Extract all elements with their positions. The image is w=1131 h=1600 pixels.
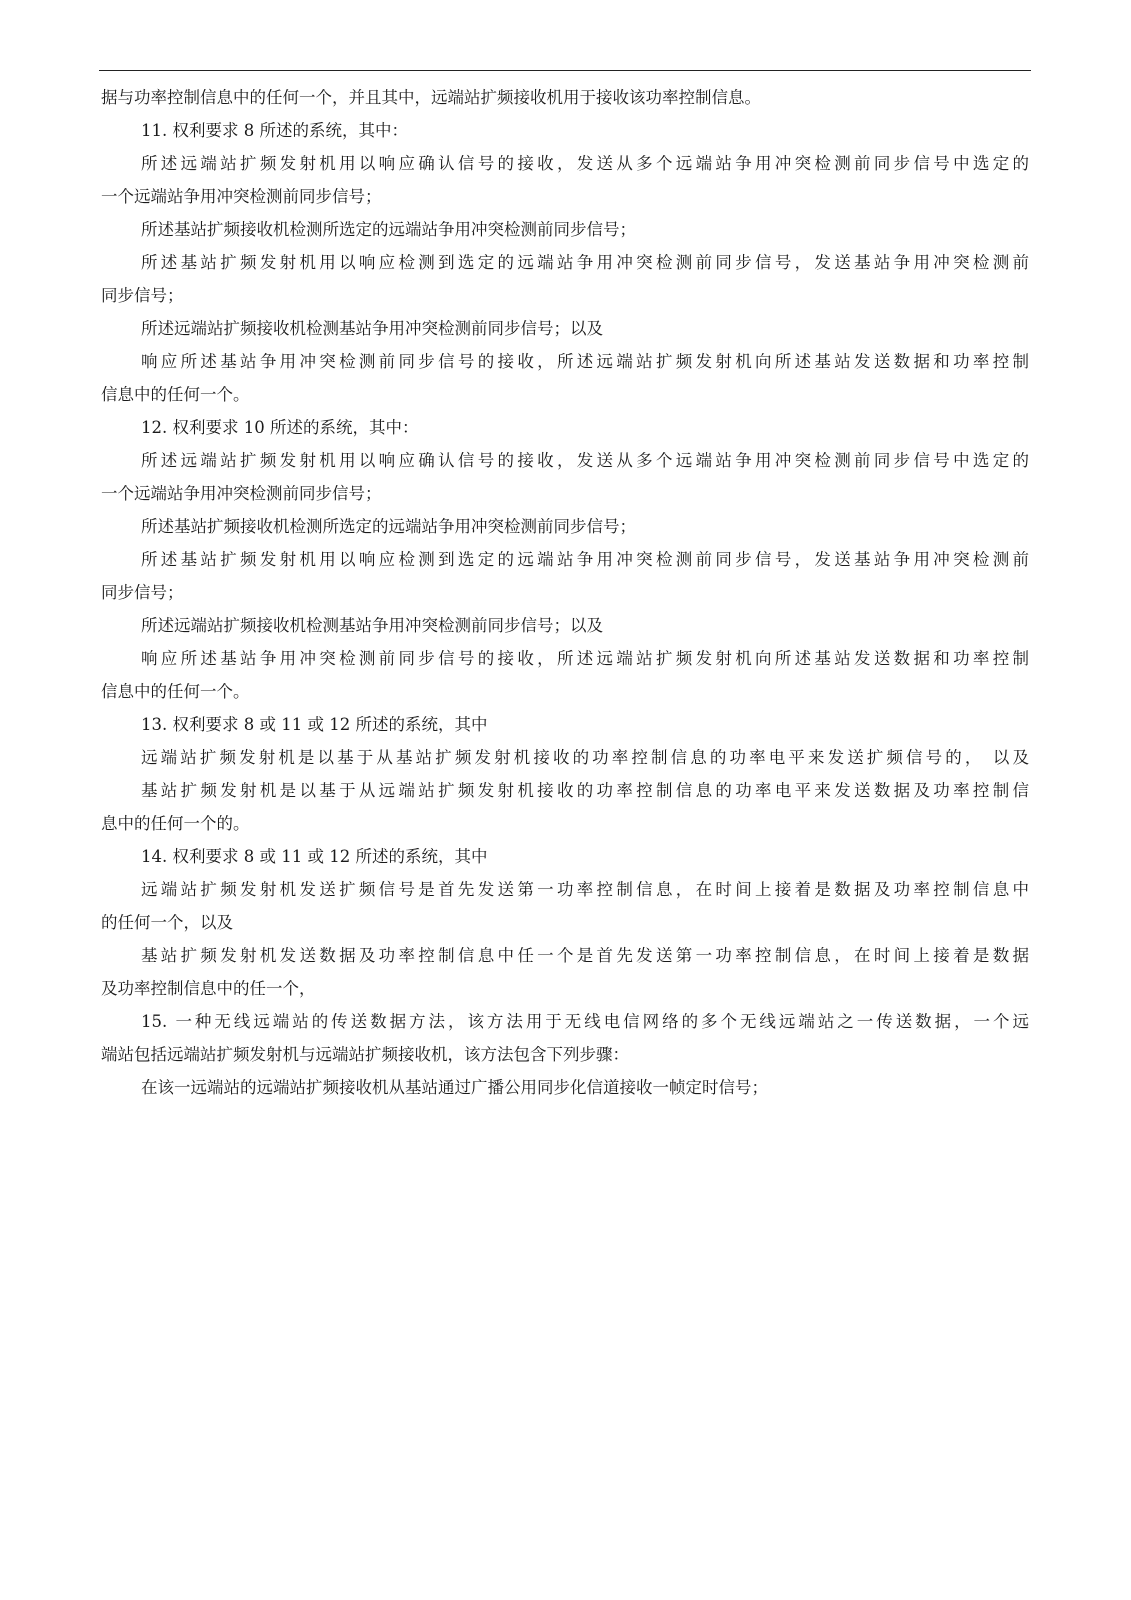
text-line: 信息中的任何一个。 (101, 385, 250, 404)
header-divider (99, 70, 1031, 71)
text-line: 在该一远端站的远端站扩频接收机从基站通过广播公用同步化信道接收一帧定时信号； (141, 1078, 768, 1097)
text-line: 所述基站扩频接收机检测所选定的远端站争用冲突检测前同步信号； (141, 517, 636, 536)
text-line: 一个远端站争用冲突检测前同步信号； (101, 187, 382, 206)
claim-heading-13: 13. 权利要求 8 或 11 或 12 所述的系统，其中 (141, 715, 488, 734)
text-line: 的任何一个，以及 (101, 913, 233, 932)
text-line: 所述远端站扩频接收机检测基站争用冲突检测前同步信号；以及 (141, 616, 603, 635)
text-line: 同步信号； (101, 286, 184, 305)
text-line: 及功率控制信息中的任一个， (101, 979, 316, 998)
text-line: 远端站扩频发射机发送扩频信号是首先发送第一功率控制信息，在时间上接着是数据及功率控制信息中 (141, 880, 1029, 899)
text-line: 同步信号； (101, 583, 184, 602)
text-line: 所述远端站扩频发射机用以响应确认信号的接收，发送从多个远端站争用冲突检测前同步信号中选定的 (141, 154, 1029, 173)
text-line: 远端站扩频发射机是以基于从基站扩频发射机接收的功率控制信息的功率电平来发送扩频信号的， 以及 (141, 748, 1029, 767)
document-body (101, 81, 1029, 1104)
text-line: 所述远端站扩频接收机检测基站争用冲突检测前同步信号；以及 (141, 319, 603, 338)
claim-heading-12: 12. 权利要求 10 所述的系统，其中： (141, 418, 419, 437)
text-line: 所述远端站扩频发射机用以响应确认信号的接收，发送从多个远端站争用冲突检测前同步信号中选定的 (141, 451, 1029, 470)
text-line: 响应所述基站争用冲突检测前同步信号的接收，所述远端站扩频发射机向所述基站发送数据和功率控制 (141, 352, 1029, 371)
text-line: 据与功率控制信息中的任何一个，并且其中，远端站扩频接收机用于接收该功率控制信息。 (101, 88, 761, 107)
claim-heading-14: 14. 权利要求 8 或 11 或 12 所述的系统，其中 (141, 847, 488, 866)
claim-heading-15: 15. 一种无线远端站的传送数据方法，该方法用于无线电信网络的多个无线远端站之一传送数据，一个远 (141, 1012, 1029, 1031)
text-line: 一个远端站争用冲突检测前同步信号； (101, 484, 382, 503)
text-line: 基站扩频发射机是以基于从远端站扩频发射机接收的功率控制信息的功率电平来发送数据及功率控制信 (141, 781, 1029, 800)
text-line: 所述基站扩频接收机检测所选定的远端站争用冲突检测前同步信号； (141, 220, 636, 239)
text-line: 信息中的任何一个。 (101, 682, 250, 701)
text-line: 所述基站扩频发射机用以响应检测到选定的远端站争用冲突检测前同步信号，发送基站争用冲突检测前 (141, 550, 1029, 569)
claim-heading-11: 11. 权利要求 8 所述的系统，其中： (141, 121, 408, 140)
text-line: 所述基站扩频发射机用以响应检测到选定的远端站争用冲突检测前同步信号，发送基站争用冲突检测前 (141, 253, 1029, 272)
text-line: 息中的任何一个的。 (101, 814, 250, 833)
text-line: 端站包括远端站扩频发射机与远端站扩频接收机，该方法包含下列步骤： (101, 1045, 629, 1064)
text-line: 基站扩频发射机发送数据及功率控制信息中任一个是首先发送第一功率控制信息，在时间上接着是数据 (141, 946, 1029, 965)
text-line: 响应所述基站争用冲突检测前同步信号的接收，所述远端站扩频发射机向所述基站发送数据和功率控制 (141, 649, 1029, 668)
